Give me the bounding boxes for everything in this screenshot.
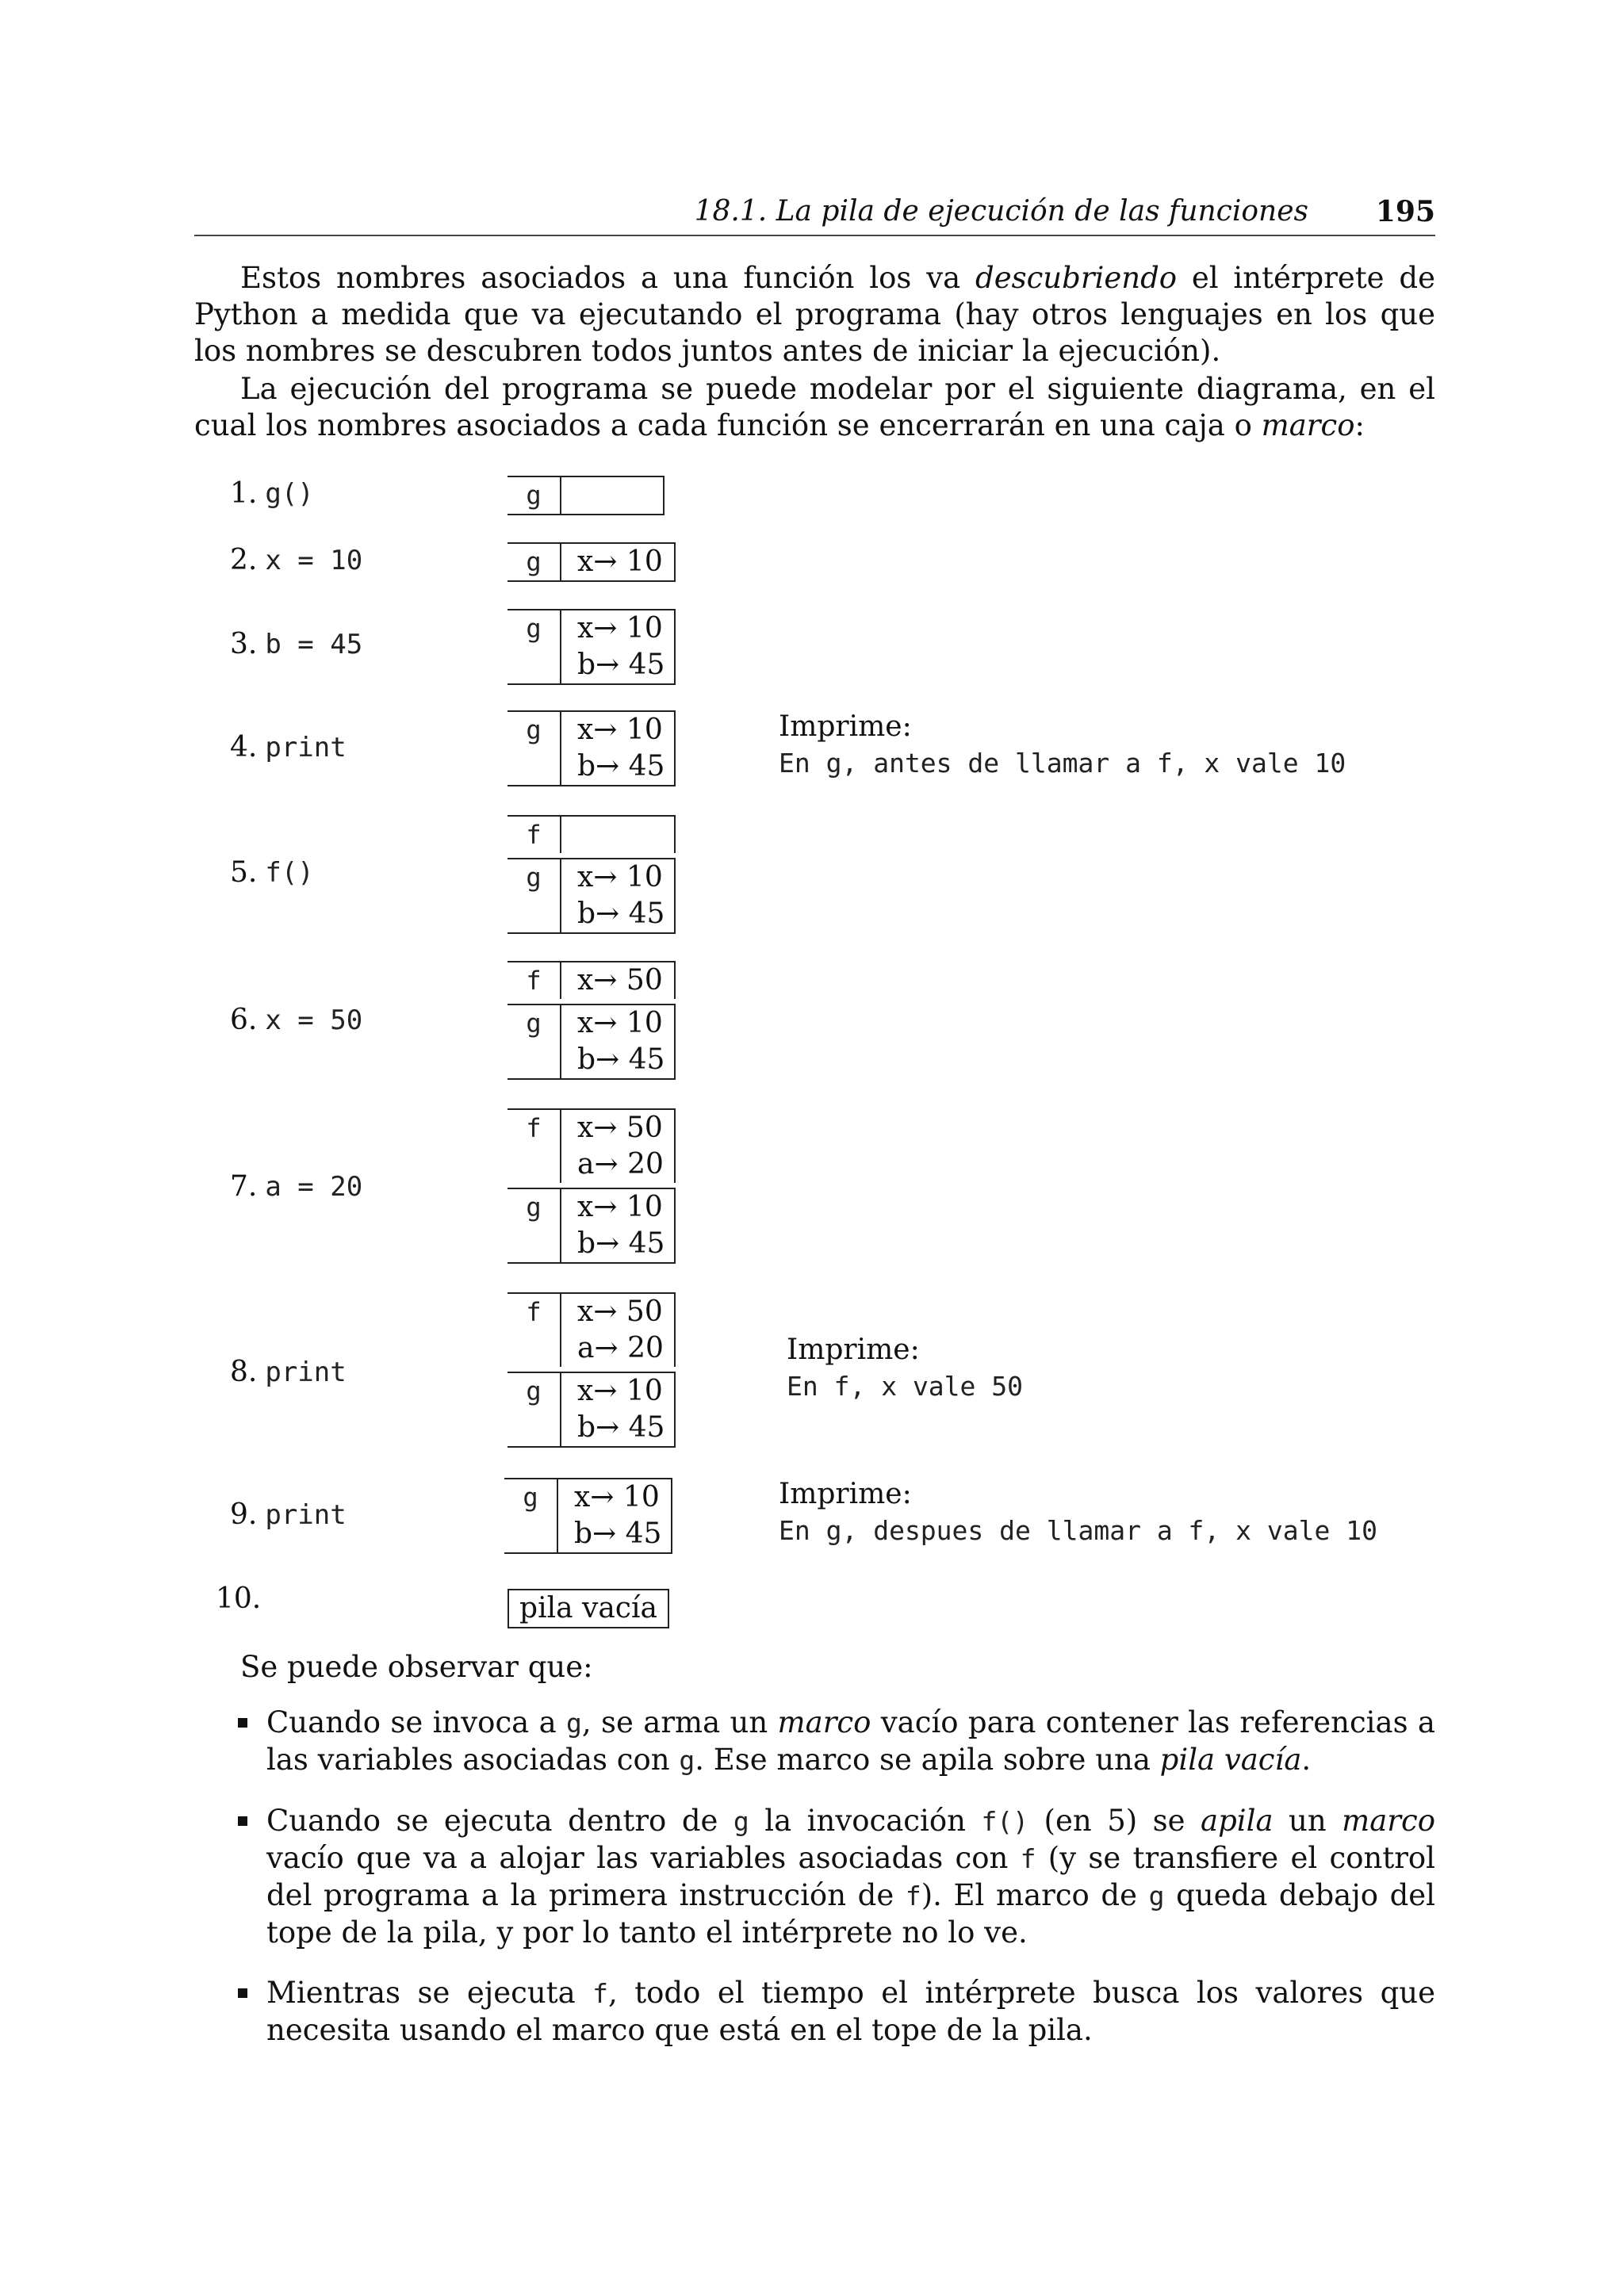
frame-g-step7: [508, 1188, 676, 1264]
frame-g-step8: [508, 1372, 676, 1448]
var-b: b→ 45: [574, 1517, 662, 1550]
var-b: b→ 45: [577, 1411, 665, 1444]
step-7: 7. a = 20: [230, 1170, 363, 1203]
var-x: x→ 50: [577, 1112, 663, 1144]
empty-stack-box: pila vacía: [508, 1589, 669, 1628]
var-x: x→ 50: [577, 1295, 663, 1328]
var-x: x→ 10: [577, 1191, 663, 1223]
frame-g-step3: [508, 609, 676, 685]
frame-label: g: [508, 477, 561, 514]
step-1: 1. g(): [230, 477, 314, 510]
var-a: a→ 20: [577, 1332, 664, 1364]
var-b: b→ 45: [577, 1227, 665, 1260]
page-number: 195: [1375, 195, 1435, 228]
var-x: x→ 10: [577, 861, 663, 894]
step-5: 5. f(): [230, 856, 314, 889]
var-b: b→ 45: [577, 750, 665, 783]
frame-label: g: [508, 1005, 561, 1078]
step-9: 9. print: [230, 1498, 347, 1531]
frame-label: f: [508, 1294, 561, 1367]
frame-f-step7: [508, 1108, 676, 1183]
step-3: 3. b = 45: [230, 628, 363, 660]
step-8: 8. print: [230, 1356, 347, 1388]
frame-f-step5: [508, 815, 676, 853]
var-x: x→ 10: [574, 1481, 660, 1513]
var-x: x→ 10: [577, 1007, 663, 1039]
frame-g-step9: [504, 1478, 672, 1554]
var-a: a→ 20: [577, 1148, 664, 1181]
intro-paragraph-2: La ejecución del programa se puede modelar por el siguiente diagrama, en el cual los nombres asociados a cada función se encerrarán en una caja o marco:: [194, 372, 1435, 442]
observation-list: [238, 1705, 1435, 2072]
frame-label: f: [508, 962, 561, 999]
frame-label: g: [508, 610, 561, 683]
frame-g-step2: [508, 542, 676, 582]
output-step9: Imprime: En g, despues de llamar a f, x vale 10: [779, 1478, 1377, 1546]
var-x: x→ 10: [577, 714, 663, 746]
running-head: [194, 195, 1435, 236]
frame-f-step8: [508, 1292, 676, 1367]
frame-g-step5: [508, 858, 676, 934]
step-10: 10.: [216, 1582, 262, 1615]
var-b: b→ 45: [577, 1043, 665, 1076]
frame-label: g: [508, 712, 561, 785]
frame-label: f: [508, 817, 561, 853]
list-item: Cuando se ejecuta dentro de g la invocación f() (en 5) se apila un marco vacío que va a alojar las variables asociadas con f (y se transfiere el control del programa a la primera instrucción de f). El marco de g queda debajo del tope de la pila, y por lo tanto el intérprete no lo ve.: [238, 1803, 1435, 1951]
var-x: x→ 10: [577, 612, 663, 645]
frame-label: g: [508, 544, 561, 580]
var-x: x→ 10: [577, 545, 663, 578]
output-step8: Imprime: En f, x vale 50: [787, 1334, 1024, 1402]
output-step4: Imprime: En g, antes de llamar a f, x vale 10: [779, 710, 1346, 779]
frame-label: g: [508, 1373, 561, 1446]
step-2: 2. x = 10: [230, 544, 363, 576]
var-b: b→ 45: [577, 649, 665, 681]
intro-paragraph-1: Estos nombres asociados a una función los va descubriendo el intérprete de Python a medida que va ejecutando el programa (hay otros lenguajes en los que los nombres se descubren todos juntos antes de iniciar la ejecución).: [194, 261, 1436, 368]
frame-g-step4: [508, 710, 676, 786]
frame-label: g: [504, 1479, 558, 1552]
observe-heading: Se puede observar que:: [240, 1650, 593, 1684]
frame-f-step6: [508, 961, 676, 999]
frame-g-step6: [508, 1004, 676, 1080]
var-x: x→ 10: [577, 1375, 663, 1407]
section-title: 18.1. La pila de ejecución de las funciones: [694, 195, 1308, 228]
list-item: Cuando se invoca a g, se arma un marco vacío para contener las referencias a las variables asociadas con g. Ese marco se apila sobre una pila vacía.: [238, 1705, 1435, 1779]
frame-label: f: [508, 1110, 561, 1183]
frame-label: g: [508, 859, 561, 932]
var-x: x→ 50: [577, 964, 663, 997]
step-6: 6. x = 50: [230, 1004, 363, 1036]
step-4: 4. print: [230, 731, 347, 763]
list-item: Mientras se ejecuta f, todo el tiempo el intérprete busca los valores que necesita usando el marco que está en el tope de la pila.: [238, 1975, 1435, 2049]
frame-g-step1: [508, 476, 665, 515]
frame-label: g: [508, 1189, 561, 1262]
var-b: b→ 45: [577, 897, 665, 930]
